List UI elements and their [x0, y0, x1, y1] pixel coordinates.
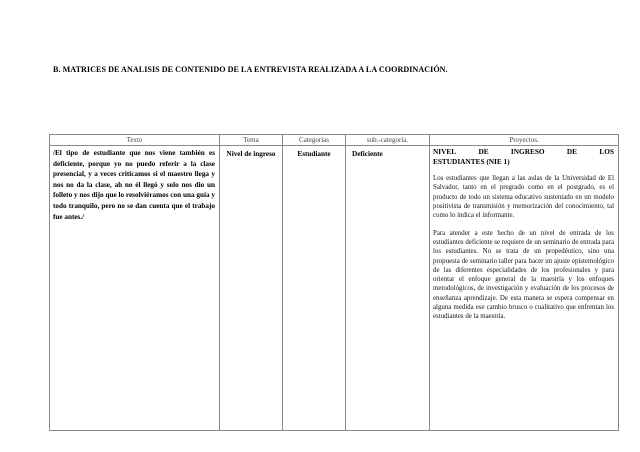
cell-tema: Nivel de ingreso: [220, 146, 283, 431]
project-title: [433, 147, 614, 166]
header-subcategoria: sub.-categoría.: [346, 135, 430, 146]
project-title-word: DE: [566, 147, 578, 156]
project-title-word: NIVEL: [433, 147, 457, 156]
project-title-word: LOS: [599, 147, 614, 156]
cell-subcategoria: Deficiente: [346, 146, 430, 431]
project-paragraph: Los estudiantes que llegan a las aulas de la Universidad de El Salvador, tanto en el pregrado como en el postgrado, es el producto de todo un sistema educativo sustentado en un modelo positivista de transmisión y memorización del conocimiento, tal como lo indica el informante.: [433, 175, 614, 220]
project-paragraph: Para atender a este hecho de un nivel de entrada de los estudiantes deficiente se requiere de un seminario de entrada para los estudiantes. No se trata de un propedéutico, sino una propuesta de seminario taller para hacer un ajuste epistemológico de las diferentes especialidades de los profesionales y para orientar el enfoque general de la maestría y los enfoques metodológicos, de investigación y evaluación de los procesos de enseñanza aprendizaje. De esta manera se espera compensar en alguna medida ese cambio brusco o cualitativo que enfrentan los estudiantes de la maestría.: [433, 229, 614, 321]
cell-categoria: Estudiante: [283, 146, 346, 431]
project-title-word: INGRESO: [510, 147, 545, 156]
project-title-line1: [433, 147, 614, 157]
project-title-line2: ESTUDIANTES (NIE 1): [433, 156, 510, 166]
header-proyectos: Proyectos.: [430, 135, 619, 146]
table-row: [50, 146, 619, 431]
content-analysis-matrix: [49, 134, 619, 431]
header-categorias: Categorías: [283, 135, 346, 146]
header-tema: Tema: [220, 135, 283, 146]
section-heading: B. MATRICES DE ANALISIS DE CONTENIDO DE LA ENTREVISTA REALIZADA A LA COORDINACIÓN.: [53, 65, 448, 74]
cell-proyectos: [430, 146, 619, 431]
project-title-word: DE: [478, 147, 489, 156]
table-header-row: [50, 135, 619, 146]
header-texto: Texto: [50, 135, 220, 146]
cell-texto: /El tipo de estudiante que nos viene también es deficiente, porque yo no puedo referir a la clase presencial, y a veces criticamos si el maestro llega y nos no da la clase, ah no él llegó y solo nos dio un folleto y nos dijo que lo resolviéramos con una guía y todo tranquilo, pero no se dan cuenta que el trabajo fue antes./: [50, 146, 220, 431]
